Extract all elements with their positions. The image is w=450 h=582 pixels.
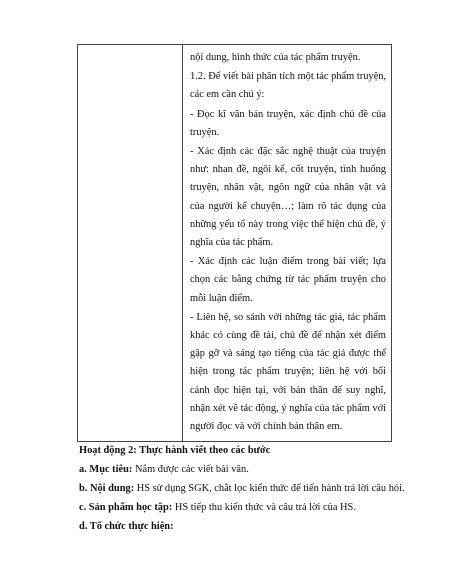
paragraph-content-form: nội dung, hình thức của tác phẩm truyện. xyxy=(190,52,361,63)
objective-line xyxy=(79,462,399,478)
content-text: HS sử dụng SGK, chắt lọc kiến thức để tiến hành trả lời câu hỏi. xyxy=(134,483,405,494)
activity-heading: Hoạt động 2: Thực hành viết theo các bước xyxy=(79,445,271,456)
paragraph-section-1-2: 1.2. Để viết bài phân tích một tác phẩm truyện, các em cần chú ý: xyxy=(190,71,386,101)
organization-label: d. Tổ chức thực hiện: xyxy=(79,521,174,532)
left-empty-cell xyxy=(78,45,183,442)
lesson-table xyxy=(77,44,392,442)
content-line xyxy=(79,481,405,497)
paragraph-compare: - Liên hệ, so sánh với những tác giả, tác phẩm khác có cùng đề tài, chủ đề để nhận xét điểm gặp gỡ và sáng tạo tiếng của tác giả được thể hiện trong tác phẩm truyện; liên hệ với bối cảnh đọc hiện tại, với bản thân để suy nghĩ, nhận xét về tác động, ý nghĩa của tác phẩm với người đọc và với chính bản thân em. xyxy=(190,311,386,433)
product-line xyxy=(79,500,399,516)
right-content-cell xyxy=(183,45,392,442)
product-label: c. Sản phẩm học tập: xyxy=(79,502,173,513)
table-row xyxy=(78,45,392,442)
content-label: b. Nội dung: xyxy=(79,483,135,494)
product-text: HS tiếp thu kiến thức và câu trả lời của HS. xyxy=(172,502,356,513)
objective-label: a. Mục tiêu: xyxy=(79,464,133,475)
paragraph-read-text: - Đọc kĩ văn bản truyện, xác định chủ đề của truyện. xyxy=(190,108,386,138)
objective-text: Nắm được các viết bài văn. xyxy=(132,464,249,475)
paragraph-arguments: - Xác định các luận điểm trong bài viết; lựa chọn các bằng chứng từ tác phẩm truyện cho mỗi luận điểm. xyxy=(190,256,386,304)
paragraph-art-features: - Xác định các đặc sắc nghệ thuật của truyện như: nhan đề, ngôi kể, cốt truyện, tình huống truyện, nhân vật, ngôn ngữ của nhân vật và của người kể chuyện…; làm rõ tác dụng của những yếu tố này trong việc thể hiện chủ đề, ý nghĩa của tác phẩm. xyxy=(190,146,386,249)
